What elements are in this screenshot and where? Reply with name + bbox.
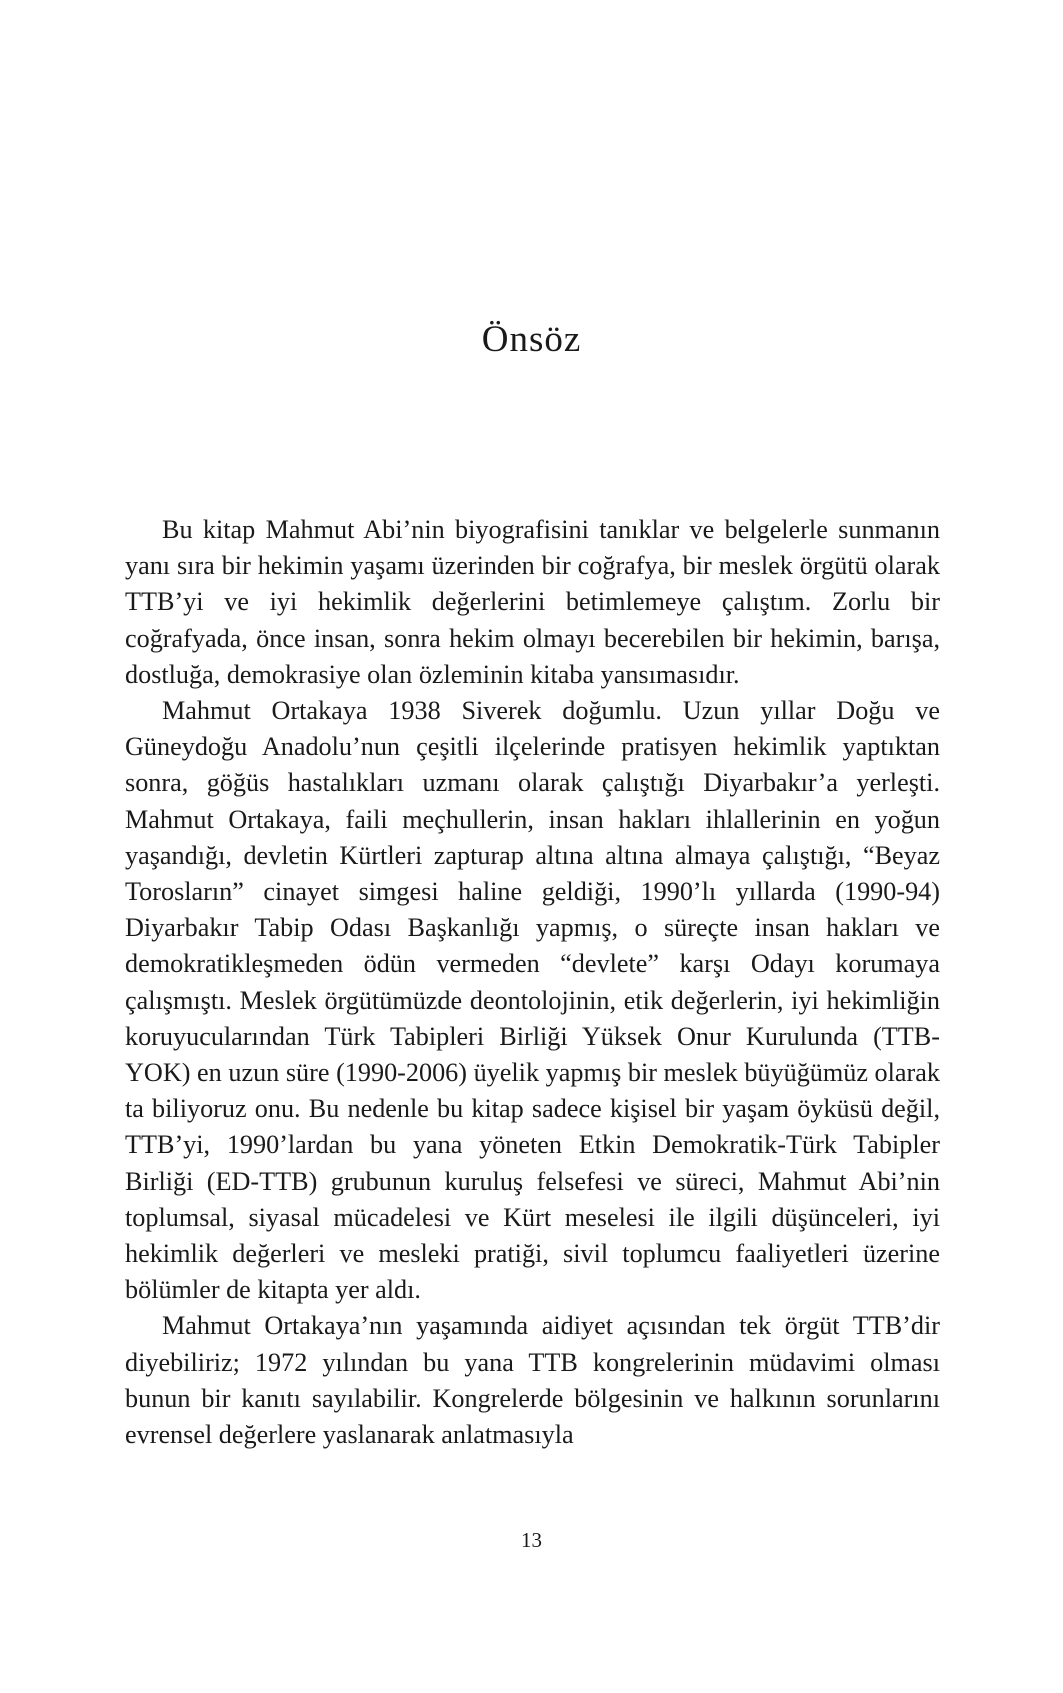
paragraph-2: Mahmut Ortakaya 1938 Siverek doğumlu. Uzun yıllar Doğu ve Güneydoğu Anadolu’nun çeşitli ilçelerinde pratisyen hekimlik yaptıktan sonra, göğüs hastalıkları uzmanı olarak çalıştığı Diyarbakır’a yerleşti. Mahmut Ortakaya, faili meçhullerin, insan hakları ihlallerinin en yoğun yaşandığı, devletin Kürtleri zapturap altına altına almaya çalıştığı, “Beyaz Torosların” cinayet simgesi haline geldiği, 1990’lı yıllarda (1990-94) Diyarbakır Tabip Odası Başkanlığı yapmış, o süreçte insan hakları ve demokratikleşmeden ödün vermeden “devlete” karşı Odayı korumaya çalışmıştı. Meslek örgütümüzde deontolojinin, etik değerlerin, iyi hekimliğin koruyucularından Türk Tabipleri Birliği Yüksek Onur Kurulunda (TTB-YOK) en uzun süre (1990-2006) üyelik yapmış bir meslek büyüğümüz olarak ta biliyoruz onu. Bu nedenle bu kitap sadece kişisel bir yaşam öyküsü değil, TTB’yi, 1990’lardan bu yana yöneten Etkin Demokratik-Türk Tabipler Birliği (ED-TTB) grubunun kuruluş felsefesi ve süreci, Mahmut Abi’nin toplumsal, siyasal mücadelesi ve Kürt meselesi ile ilgili düşünceleri, iyi hekimlik değerleri ve mesleki pratiği, sivil toplumcu faaliyetleri üzerine bölümler de kitapta yer aldı. — [125, 696, 940, 1305]
page-number: 13 — [521, 1528, 542, 1552]
body-text — [125, 512, 940, 1453]
paragraph-1: Bu kitap Mahmut Abi’nin biyografisini tanıklar ve belgelerle sunmanın yanı sıra bir hekimin yaşamı üzerinden bir coğrafya, bir meslek örgütü olarak TTB’yi ve iyi hekimlik değerlerini betimlemeye çalıştım. Zorlu bir coğrafyada, önce insan, sonra hekim olmayı becerebilen bir hekimin, barışa, dostluğa, demokrasiye olan özleminin kitaba yansımasıdır. — [125, 515, 940, 689]
chapter-title: Önsöz — [481, 319, 582, 360]
paragraph-3: Mahmut Ortakaya’nın yaşamında aidiyet açısından tek örgüt TTB’dir diyebiliriz; 1972 yılından bu yana TTB kongrelerinin müdavimi olması bunun bir kanıtı sayılabilir. Kongrelerde bölgesinin ve halkının sorunlarını evrensel değerlere yaslanarak anlatmasıyla — [125, 1311, 940, 1450]
